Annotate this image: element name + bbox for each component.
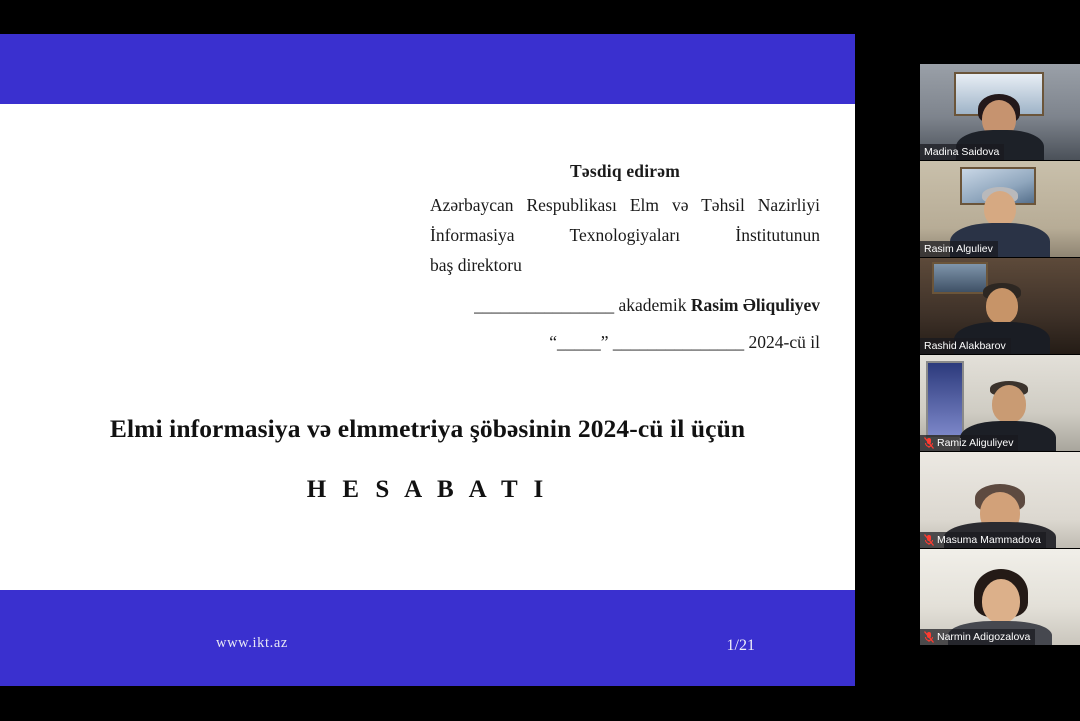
signature-blank-line: ________________ — [474, 295, 615, 315]
participant-nameplate — [920, 241, 998, 257]
mic-muted-icon — [924, 437, 934, 449]
approval-date-row — [430, 327, 820, 357]
slide-title: Elmi informasiya və elmmetriya şöbəsinin 2024-cü il üçün — [109, 414, 746, 443]
participant-name: Masuma Mammadova — [937, 534, 1041, 546]
participant-tile[interactable] — [920, 355, 1080, 451]
approval-signature-row — [430, 290, 820, 320]
approval-line-3: baş direktoru — [430, 255, 522, 275]
mic-muted-icon — [924, 534, 934, 546]
participant-nameplate — [920, 144, 1004, 160]
participant-filmstrip[interactable] — [920, 0, 1080, 721]
participant-nameplate — [920, 629, 1035, 645]
signature-title: akademik — [618, 295, 687, 315]
slide-bottom-accent-bar — [0, 590, 855, 686]
slide-page-indicator: 1/21 — [726, 637, 755, 654]
participant-tile[interactable] — [920, 64, 1080, 160]
approval-block — [430, 156, 820, 357]
slide-content-area — [0, 104, 855, 590]
participant-tile[interactable] — [920, 161, 1080, 257]
approval-heading: Təsdiq edirəm — [569, 161, 681, 181]
date-month-blank: _______________ — [612, 332, 745, 352]
presentation-slide[interactable] — [0, 34, 855, 686]
participant-nameplate — [920, 338, 1011, 354]
participant-name: Rasim Alguliev — [924, 243, 993, 255]
participant-name: Narmin Adigozalova — [937, 631, 1031, 643]
participant-name: Ramiz Aliguliyev — [937, 437, 1014, 449]
approval-line-1: Azərbaycan Respublikası Elm və Təhsil Nazirliyi — [430, 195, 820, 215]
participant-nameplate — [920, 532, 1046, 548]
participant-name: Rashid Alakbarov — [924, 340, 1006, 352]
participant-nameplate — [920, 435, 1018, 451]
approval-line-2: İnformasiya Texnologiyaları İnstitutunun — [430, 225, 820, 245]
participant-tile[interactable] — [920, 452, 1080, 548]
participant-tile[interactable] — [920, 258, 1080, 354]
slide-footer-url: www.ikt.az — [216, 635, 288, 651]
mic-muted-icon — [924, 631, 934, 643]
participant-name: Madina Saidova — [924, 146, 1000, 158]
slide-subtitle: H E S A B A T I — [306, 476, 549, 503]
signature-name: Rasim Əliquliyev — [690, 295, 820, 315]
slide-top-accent-bar — [0, 34, 855, 104]
participant-tile[interactable] — [920, 549, 1080, 645]
date-day-blank: “_____” — [549, 332, 609, 352]
date-year: 2024-cü il — [748, 332, 820, 352]
